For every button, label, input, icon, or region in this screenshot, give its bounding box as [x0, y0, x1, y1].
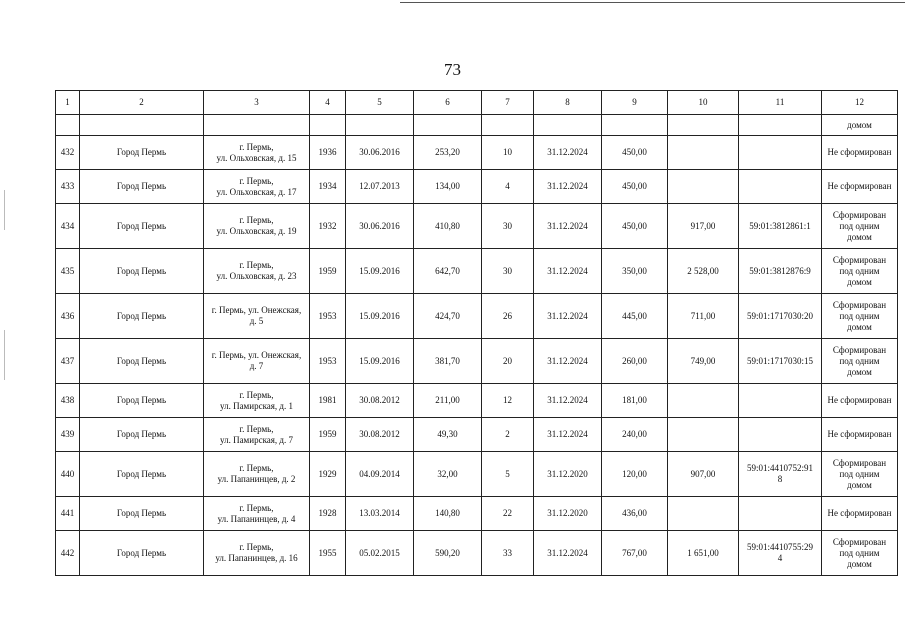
row-number-cell: 439 — [56, 418, 80, 452]
deadline-cell: 31.12.2024 — [534, 531, 602, 576]
table-cell: домом — [822, 115, 898, 136]
area-cell: 134,00 — [414, 170, 482, 204]
table-cell — [668, 115, 739, 136]
build-year-cell: 1959 — [310, 249, 346, 294]
row-number-cell: 437 — [56, 339, 80, 384]
table-row — [56, 294, 898, 339]
area-cell: 49,30 — [414, 418, 482, 452]
deadline-cell: 31.12.2024 — [534, 136, 602, 170]
area-cell: 140,80 — [414, 497, 482, 531]
build-year-cell: 1953 — [310, 294, 346, 339]
build-year-cell: 1981 — [310, 384, 346, 418]
cadastral-number-cell: 59:01:4410755:29 4 — [739, 531, 822, 576]
count-cell: 2 — [482, 418, 534, 452]
column-header: 4 — [310, 91, 346, 115]
municipality-cell: Город Пермь — [80, 452, 204, 497]
area-cell: 32,00 — [414, 452, 482, 497]
land-status-cell: Не сформирован — [822, 136, 898, 170]
table-row — [56, 170, 898, 204]
land-area-cell — [668, 170, 739, 204]
build-year-cell: 1928 — [310, 497, 346, 531]
date-cell: 30.08.2012 — [346, 384, 414, 418]
table-cell — [56, 115, 80, 136]
build-year-cell: 1959 — [310, 418, 346, 452]
value-cell: 120,00 — [602, 452, 668, 497]
cadastral-number-cell: 59:01:3812861:1 — [739, 204, 822, 249]
column-header: 12 — [822, 91, 898, 115]
value-cell: 240,00 — [602, 418, 668, 452]
land-status-cell: Сформирован под одним домом — [822, 294, 898, 339]
date-cell: 12.07.2013 — [346, 170, 414, 204]
column-header: 7 — [482, 91, 534, 115]
count-cell: 20 — [482, 339, 534, 384]
cadastral-number-cell — [739, 418, 822, 452]
area-cell: 642,70 — [414, 249, 482, 294]
municipality-cell: Город Пермь — [80, 418, 204, 452]
date-cell: 04.09.2014 — [346, 452, 414, 497]
address-cell: г. Пермь, ул. Онежская, д. 5 — [204, 294, 310, 339]
land-area-cell: 1 651,00 — [668, 531, 739, 576]
municipality-cell: Город Пермь — [80, 294, 204, 339]
land-status-cell: Сформирован под одним домом — [822, 249, 898, 294]
count-cell: 22 — [482, 497, 534, 531]
deadline-cell: 31.12.2024 — [534, 384, 602, 418]
table-row — [56, 384, 898, 418]
land-area-cell: 2 528,00 — [668, 249, 739, 294]
address-cell: г. Пермь, ул. Памирская, д. 1 — [204, 384, 310, 418]
municipality-cell: Город Пермь — [80, 339, 204, 384]
municipality-cell: Город Пермь — [80, 531, 204, 576]
date-cell: 30.06.2016 — [346, 204, 414, 249]
land-status-cell: Не сформирован — [822, 384, 898, 418]
column-header: 8 — [534, 91, 602, 115]
table-row — [56, 452, 898, 497]
land-status-cell: Сформирован под одним домом — [822, 204, 898, 249]
register-body — [56, 91, 898, 576]
area-cell: 253,20 — [414, 136, 482, 170]
column-header: 9 — [602, 91, 668, 115]
area-cell: 381,70 — [414, 339, 482, 384]
table-cell — [482, 115, 534, 136]
page-number: 73 — [444, 60, 461, 79]
deadline-cell: 31.12.2024 — [534, 418, 602, 452]
deadline-cell: 31.12.2024 — [534, 294, 602, 339]
column-header: 5 — [346, 91, 414, 115]
table-row — [56, 204, 898, 249]
table-cell — [80, 115, 204, 136]
cadastral-number-cell: 59:01:4410752:91 8 — [739, 452, 822, 497]
table-row — [56, 531, 898, 576]
land-area-cell: 917,00 — [668, 204, 739, 249]
table-row — [56, 136, 898, 170]
land-area-cell — [668, 384, 739, 418]
date-cell: 15.09.2016 — [346, 249, 414, 294]
table-cell — [346, 115, 414, 136]
table-cell — [739, 115, 822, 136]
address-cell: г. Пермь, ул. Ольховская, д. 15 — [204, 136, 310, 170]
cadastral-number-cell: 59:01:1717030:20 — [739, 294, 822, 339]
cadastral-number-cell — [739, 170, 822, 204]
table-cell — [602, 115, 668, 136]
table-row — [56, 249, 898, 294]
address-cell: г. Пермь, ул. Онежская, д. 7 — [204, 339, 310, 384]
municipality-cell: Город Пермь — [80, 170, 204, 204]
build-year-cell: 1936 — [310, 136, 346, 170]
table-cell — [534, 115, 602, 136]
deadline-cell: 31.12.2020 — [534, 497, 602, 531]
value-cell: 767,00 — [602, 531, 668, 576]
scan-edge-mark — [4, 330, 5, 380]
top-rule — [400, 2, 905, 3]
cadastral-number-cell — [739, 136, 822, 170]
table-cell — [310, 115, 346, 136]
value-cell: 260,00 — [602, 339, 668, 384]
address-cell: г. Пермь, ул. Ольховская, д. 17 — [204, 170, 310, 204]
land-area-cell: 711,00 — [668, 294, 739, 339]
date-cell: 15.09.2016 — [346, 294, 414, 339]
deadline-cell: 31.12.2024 — [534, 339, 602, 384]
deadline-cell: 31.12.2024 — [534, 249, 602, 294]
table-cell — [414, 115, 482, 136]
row-number-cell: 438 — [56, 384, 80, 418]
area-cell: 211,00 — [414, 384, 482, 418]
count-cell: 12 — [482, 384, 534, 418]
row-number-cell: 436 — [56, 294, 80, 339]
count-cell: 4 — [482, 170, 534, 204]
area-cell: 410,80 — [414, 204, 482, 249]
build-year-cell: 1953 — [310, 339, 346, 384]
cadastral-number-cell: 59:01:1717030:15 — [739, 339, 822, 384]
table-row — [56, 339, 898, 384]
area-cell: 590,20 — [414, 531, 482, 576]
column-header: 10 — [668, 91, 739, 115]
date-cell: 05.02.2015 — [346, 531, 414, 576]
value-cell: 436,00 — [602, 497, 668, 531]
cadastral-number-cell: 59:01:3812876:9 — [739, 249, 822, 294]
municipality-cell: Город Пермь — [80, 497, 204, 531]
municipality-cell: Город Пермь — [80, 384, 204, 418]
address-cell: г. Пермь, ул. Ольховская, д. 19 — [204, 204, 310, 249]
date-cell: 30.06.2016 — [346, 136, 414, 170]
count-cell: 30 — [482, 204, 534, 249]
column-header: 6 — [414, 91, 482, 115]
continuation-row — [56, 115, 898, 136]
land-status-cell: Сформирован под одним домом — [822, 531, 898, 576]
land-area-cell — [668, 418, 739, 452]
table-header-row — [56, 91, 898, 115]
build-year-cell: 1929 — [310, 452, 346, 497]
row-number-cell: 441 — [56, 497, 80, 531]
address-cell: г. Пермь, ул. Папанинцев, д. 4 — [204, 497, 310, 531]
scan-edge-mark — [4, 190, 5, 230]
register-table — [55, 90, 898, 576]
row-number-cell: 433 — [56, 170, 80, 204]
value-cell: 450,00 — [602, 170, 668, 204]
municipality-cell: Город Пермь — [80, 136, 204, 170]
deadline-cell: 31.12.2024 — [534, 204, 602, 249]
row-number-cell: 442 — [56, 531, 80, 576]
address-cell: г. Пермь, ул. Памирская, д. 7 — [204, 418, 310, 452]
value-cell: 181,00 — [602, 384, 668, 418]
build-year-cell: 1934 — [310, 170, 346, 204]
row-number-cell: 432 — [56, 136, 80, 170]
build-year-cell: 1932 — [310, 204, 346, 249]
land-status-cell: Сформирован под одним домом — [822, 339, 898, 384]
row-number-cell: 434 — [56, 204, 80, 249]
municipality-cell: Город Пермь — [80, 204, 204, 249]
count-cell: 26 — [482, 294, 534, 339]
column-header: 3 — [204, 91, 310, 115]
table-cell — [204, 115, 310, 136]
build-year-cell: 1955 — [310, 531, 346, 576]
column-header: 11 — [739, 91, 822, 115]
value-cell: 350,00 — [602, 249, 668, 294]
cadastral-number-cell — [739, 497, 822, 531]
land-status-cell: Сформирован под одним домом — [822, 452, 898, 497]
municipality-cell: Город Пермь — [80, 249, 204, 294]
land-area-cell: 907,00 — [668, 452, 739, 497]
row-number-cell: 435 — [56, 249, 80, 294]
land-status-cell: Не сформирован — [822, 418, 898, 452]
date-cell: 13.03.2014 — [346, 497, 414, 531]
value-cell: 450,00 — [602, 136, 668, 170]
row-number-cell: 440 — [56, 452, 80, 497]
land-status-cell: Не сформирован — [822, 170, 898, 204]
count-cell: 30 — [482, 249, 534, 294]
table-row — [56, 418, 898, 452]
deadline-cell: 31.12.2024 — [534, 170, 602, 204]
land-area-cell: 749,00 — [668, 339, 739, 384]
address-cell: г. Пермь, ул. Ольховская, д. 23 — [204, 249, 310, 294]
column-header: 2 — [80, 91, 204, 115]
count-cell: 5 — [482, 452, 534, 497]
area-cell: 424,70 — [414, 294, 482, 339]
date-cell: 15.09.2016 — [346, 339, 414, 384]
land-area-cell — [668, 136, 739, 170]
column-header: 1 — [56, 91, 80, 115]
date-cell: 30.08.2012 — [346, 418, 414, 452]
table-row — [56, 497, 898, 531]
land-status-cell: Не сформирован — [822, 497, 898, 531]
value-cell: 450,00 — [602, 204, 668, 249]
deadline-cell: 31.12.2020 — [534, 452, 602, 497]
address-cell: г. Пермь, ул. Папанинцев, д. 2 — [204, 452, 310, 497]
count-cell: 33 — [482, 531, 534, 576]
value-cell: 445,00 — [602, 294, 668, 339]
address-cell: г. Пермь, ул. Папанинцев, д. 16 — [204, 531, 310, 576]
count-cell: 10 — [482, 136, 534, 170]
land-area-cell — [668, 497, 739, 531]
cadastral-number-cell — [739, 384, 822, 418]
